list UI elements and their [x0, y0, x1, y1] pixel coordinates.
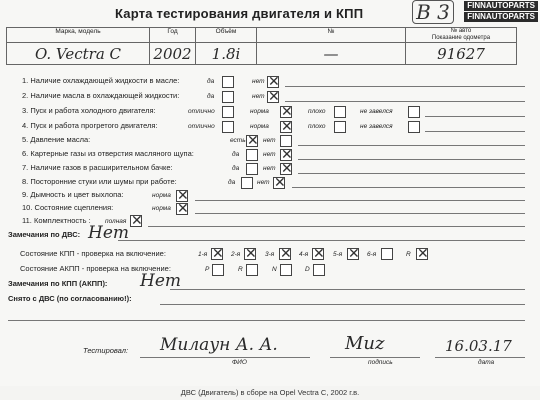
- watermark-bottom: FINNAUTOPARTS: [464, 12, 538, 22]
- checkbox-gear-5[interactable]: [347, 248, 359, 260]
- item-label: Наличие масла в охлаждающей жидкости:: [30, 91, 180, 100]
- option-yes: да: [207, 93, 215, 100]
- signature-label: подпись: [368, 359, 393, 366]
- model-value: O. Vectra C: [7, 43, 150, 65]
- underline: [292, 187, 525, 188]
- checkbox-1-yes[interactable]: [222, 76, 234, 88]
- option-present: есть: [230, 137, 246, 144]
- item-3: [22, 106, 156, 115]
- watermark-top: FINNAUTOPARTS: [464, 1, 538, 11]
- item-label: Давление масла:: [30, 135, 91, 144]
- underline: [425, 116, 525, 117]
- item-number: 3.: [22, 106, 29, 115]
- card-code-box: B 3: [412, 0, 454, 24]
- item-label: Дымность и цвет выхлопа:: [30, 190, 124, 199]
- option-no: нет: [252, 93, 265, 100]
- item-label: Комплектность :: [33, 216, 91, 225]
- item-1: [22, 76, 179, 85]
- underline: [170, 289, 525, 290]
- gear-5-label: 5-я: [333, 251, 343, 258]
- checkbox-gear-d[interactable]: [313, 264, 325, 276]
- date-label: дата: [478, 359, 495, 366]
- item-label: Наличие газов в расширительном бачке:: [30, 163, 173, 172]
- option-normal: норма: [250, 123, 269, 130]
- gear-d-label: D: [305, 266, 310, 273]
- volume-value: 1.8i: [196, 43, 257, 65]
- checkbox-gear-p[interactable]: [212, 264, 224, 276]
- col-vin-header: №: [257, 28, 406, 43]
- gear-p-label: P: [205, 266, 210, 273]
- tester-line: [140, 357, 310, 358]
- checkbox-4-excellent[interactable]: [222, 121, 234, 133]
- underline: [298, 145, 525, 146]
- checkbox-5-present[interactable]: [246, 135, 258, 147]
- item-5: [22, 135, 90, 144]
- item-8: [22, 177, 177, 186]
- signature: Muz: [345, 333, 385, 354]
- item-number: 6.: [22, 149, 29, 158]
- vehicle-info-table: [6, 27, 517, 65]
- checkbox-4-bad[interactable]: [334, 121, 346, 133]
- option-normal: норма: [152, 205, 171, 212]
- option-bad: плохо: [308, 108, 326, 115]
- gear-1-label: 1-я: [198, 251, 208, 258]
- checkbox-4-normal[interactable]: [280, 121, 292, 133]
- option-normal: норма: [250, 108, 269, 115]
- auto-gearbox-label: Состояние АКПП - проверка на включение:: [20, 264, 171, 273]
- checkbox-3-excellent[interactable]: [222, 106, 234, 118]
- checkbox-4-not-started[interactable]: [408, 121, 420, 133]
- checkbox-1-no[interactable]: [267, 76, 279, 88]
- checkbox-3-normal[interactable]: [280, 106, 292, 118]
- underline: [195, 213, 525, 214]
- item-label: Картерные газы из отверстия масляного щупа:: [30, 149, 194, 158]
- item-10: [22, 203, 113, 212]
- engine-remarks-label: Замечания по ДВС:: [8, 230, 81, 239]
- item-4: [22, 121, 158, 130]
- checkbox-gear-r2[interactable]: [246, 264, 258, 276]
- item-9: [22, 190, 123, 199]
- checkbox-7-yes[interactable]: [246, 163, 258, 175]
- item-number: 8.: [22, 177, 29, 186]
- col-year-header: Год: [150, 28, 196, 43]
- checkbox-10-normal[interactable]: [176, 203, 188, 215]
- removed-label: Снято с ДВС (по согласованию!):: [8, 294, 132, 303]
- checkbox-gear-3[interactable]: [279, 248, 291, 260]
- gear-2-label: 2-я: [231, 251, 241, 258]
- option-not-started: не завелся: [360, 123, 393, 130]
- option-bad: плохо: [308, 123, 326, 130]
- item-number: 7.: [22, 163, 29, 172]
- underline: [8, 320, 525, 321]
- underline: [425, 131, 525, 132]
- option-no: нет: [257, 179, 270, 186]
- date-value: 16.03.17: [445, 337, 512, 355]
- checkbox-3-bad[interactable]: [334, 106, 346, 118]
- checkbox-2-no[interactable]: [267, 91, 279, 103]
- underline: [298, 173, 525, 174]
- underline: [160, 304, 525, 305]
- option-yes: да: [232, 165, 240, 172]
- fio-label: ФИО: [232, 359, 247, 366]
- option-yes: да: [232, 151, 240, 158]
- item-label: Посторонние стуки или шумы при работе:: [30, 177, 177, 186]
- checkbox-gear-1[interactable]: [211, 248, 223, 260]
- year-value: 2002: [150, 43, 196, 65]
- gear-3-label: 3-я: [265, 251, 275, 258]
- item-6: [22, 149, 194, 158]
- option-yes: да: [207, 78, 215, 85]
- option-normal: норма: [152, 192, 171, 199]
- gearbox-remarks-label: Замечания по КПП (АКПП):: [8, 279, 108, 288]
- item-number: 5.: [22, 135, 29, 144]
- checkbox-8-yes[interactable]: [241, 177, 253, 189]
- date-line: [435, 357, 525, 358]
- checkbox-gear-2[interactable]: [244, 248, 256, 260]
- underline: [195, 200, 525, 201]
- manual-gearbox-label: Состояние КПП - проверка на включение:: [20, 249, 166, 258]
- col-auto-label: № авто: [450, 28, 472, 34]
- gear-r2-label: R: [238, 266, 243, 273]
- gear-r-label: R: [406, 251, 411, 258]
- checkbox-gear-n[interactable]: [280, 264, 292, 276]
- checkbox-6-yes[interactable]: [246, 149, 258, 161]
- checkbox-11-full[interactable]: [130, 215, 142, 227]
- option-not-started: не завелся: [360, 108, 393, 115]
- underline: [118, 240, 525, 241]
- gearbox-remarks-value: Нет: [140, 271, 182, 291]
- option-no: нет: [263, 137, 276, 144]
- item-number: 4.: [22, 121, 29, 130]
- item-number: 11.: [22, 216, 32, 225]
- item-7: [22, 163, 173, 172]
- underline: [298, 159, 525, 160]
- item-11: [22, 216, 91, 225]
- col-odometer-header: [406, 28, 517, 43]
- odometer-value: 91627: [406, 43, 517, 65]
- option-excellent: отлично: [188, 108, 215, 115]
- option-full: полная: [105, 218, 127, 225]
- option-yes: да: [228, 179, 236, 186]
- checkbox-3-not-started[interactable]: [408, 106, 420, 118]
- option-no: нет: [263, 165, 276, 172]
- item-label: Пуск и работа холодного двигателя:: [30, 106, 156, 115]
- item-number: 2.: [22, 91, 29, 100]
- item-2: [22, 91, 179, 100]
- engine-remarks-value: Нет: [88, 223, 130, 243]
- option-excellent: отлично: [188, 123, 215, 130]
- item-number: 10.: [22, 203, 33, 212]
- col-volume-header: Объём: [196, 28, 257, 43]
- checkbox-2-yes[interactable]: [222, 91, 234, 103]
- checkbox-gear-6[interactable]: [381, 248, 393, 260]
- checkbox-8-no[interactable]: [273, 177, 285, 189]
- tested-by-label: Тестировал:: [83, 346, 129, 355]
- signature-line: [330, 357, 420, 358]
- option-no: нет: [252, 78, 265, 85]
- checkbox-gear-4[interactable]: [312, 248, 324, 260]
- gear-4-label: 4-я: [299, 251, 309, 258]
- col-model-header: Марка, модель: [7, 28, 150, 43]
- item-number: 9.: [22, 190, 29, 199]
- gear-n-label: N: [272, 266, 277, 273]
- item-number: 1.: [22, 76, 29, 85]
- underline: [148, 226, 525, 227]
- card-title: Карта тестирования двигателя и КПП: [115, 6, 364, 21]
- underline: [285, 101, 525, 102]
- item-label: Наличие охлаждающей жидкости в масле:: [30, 76, 180, 85]
- underline: [285, 86, 525, 87]
- vin-value: —: [257, 43, 406, 65]
- option-no: нет: [263, 151, 276, 158]
- item-label: Состояние сцепления:: [34, 203, 114, 212]
- image-caption: ДВС (Двигатель) в сборе на Opel Vectra C, 2002 г.в.: [180, 388, 360, 397]
- tester-name: Милаун А. А.: [160, 335, 278, 355]
- col-odometer-label: Показание одометра: [431, 35, 491, 41]
- gear-6-label: 6-я: [367, 251, 377, 258]
- item-label: Пуск и работа прогретого двигателя:: [30, 121, 158, 130]
- checkbox-gear-r[interactable]: [416, 248, 428, 260]
